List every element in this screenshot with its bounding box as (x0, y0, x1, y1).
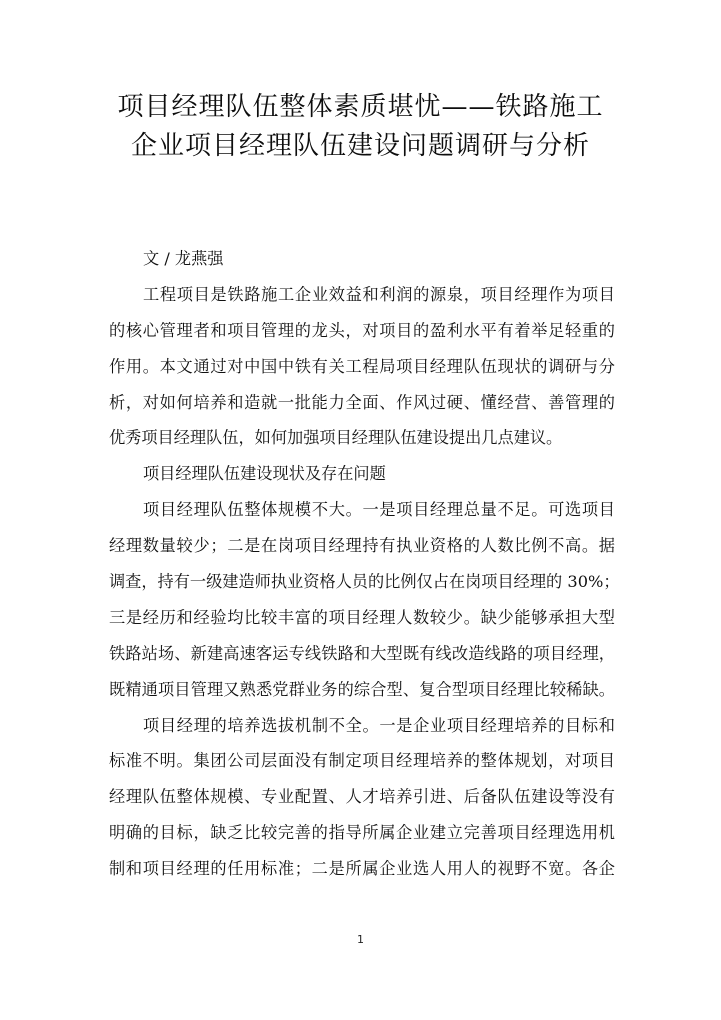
body-line: 铁路站场、新建高速客运专线铁路和大型既有线改造线路的项目经理， (109, 643, 615, 663)
page-number: 1 (357, 933, 364, 946)
title-line-2: 企业项目经理队伍建设问题调研与分析 (130, 131, 590, 161)
body-line: 标准不明。集团公司层面没有制定项目经理培养的整体规划，对项目 (109, 751, 615, 771)
body-line: 调查，持有一级建造师执业资格人员的比例仅占在岗项目经理的 30%； (109, 572, 620, 592)
body-line: 的核心管理者和项目管理的龙头，对项目的盈利水平有着举足轻重的 (109, 320, 615, 340)
body-line: 明确的目标，缺乏比较完善的指导所属企业建立完善项目经理选用机 (109, 823, 615, 843)
section-heading: 项目经理队伍建设现状及存在问题 (143, 464, 386, 484)
author-line: 文 / 龙燕强 (143, 249, 224, 268)
body-line: 工程项目是铁路施工企业效益和利润的源泉，项目经理作为项目 (143, 284, 615, 304)
body-line: 制和项目经理的任用标准；二是所属企业选人用人的视野不宽。各企 (109, 859, 615, 879)
body-line: 项目经理的培养选拔机制不全。一是企业项目经理培养的目标和 (143, 715, 615, 735)
document-title (0, 88, 721, 166)
document-body (109, 241, 620, 887)
body-line: 析，对如何培养和造就一批能力全面、作风过硬、懂经营、善管理的 (109, 392, 615, 412)
body-line: 经理数量较少；二是在岗项目经理持有执业资格的人数比例不高。据 (109, 536, 615, 556)
title-line-1: 项目经理队伍整体素质堪忧——铁路施工 (117, 92, 604, 122)
body-line: 作用。本文通过对中国中铁有关工程局项目经理队伍现状的调研与分 (109, 356, 615, 376)
body-line: 优秀项目经理队伍，如何加强项目经理队伍建设提出几点建议。 (109, 428, 563, 448)
body-line: 三是经历和经验均比较丰富的项目经理人数较少。缺少能够承担大型 (109, 607, 615, 627)
body-line: 项目经理队伍整体规模不大。一是项目经理总量不足。可选项目 (143, 500, 615, 520)
body-line: 经理队伍整体规模、专业配置、人才培养引进、后备队伍建设等没有 (109, 787, 615, 807)
body-line: 既精通项目管理又熟悉党群业务的综合型、复合型项目经理比较稀缺。 (109, 679, 615, 699)
